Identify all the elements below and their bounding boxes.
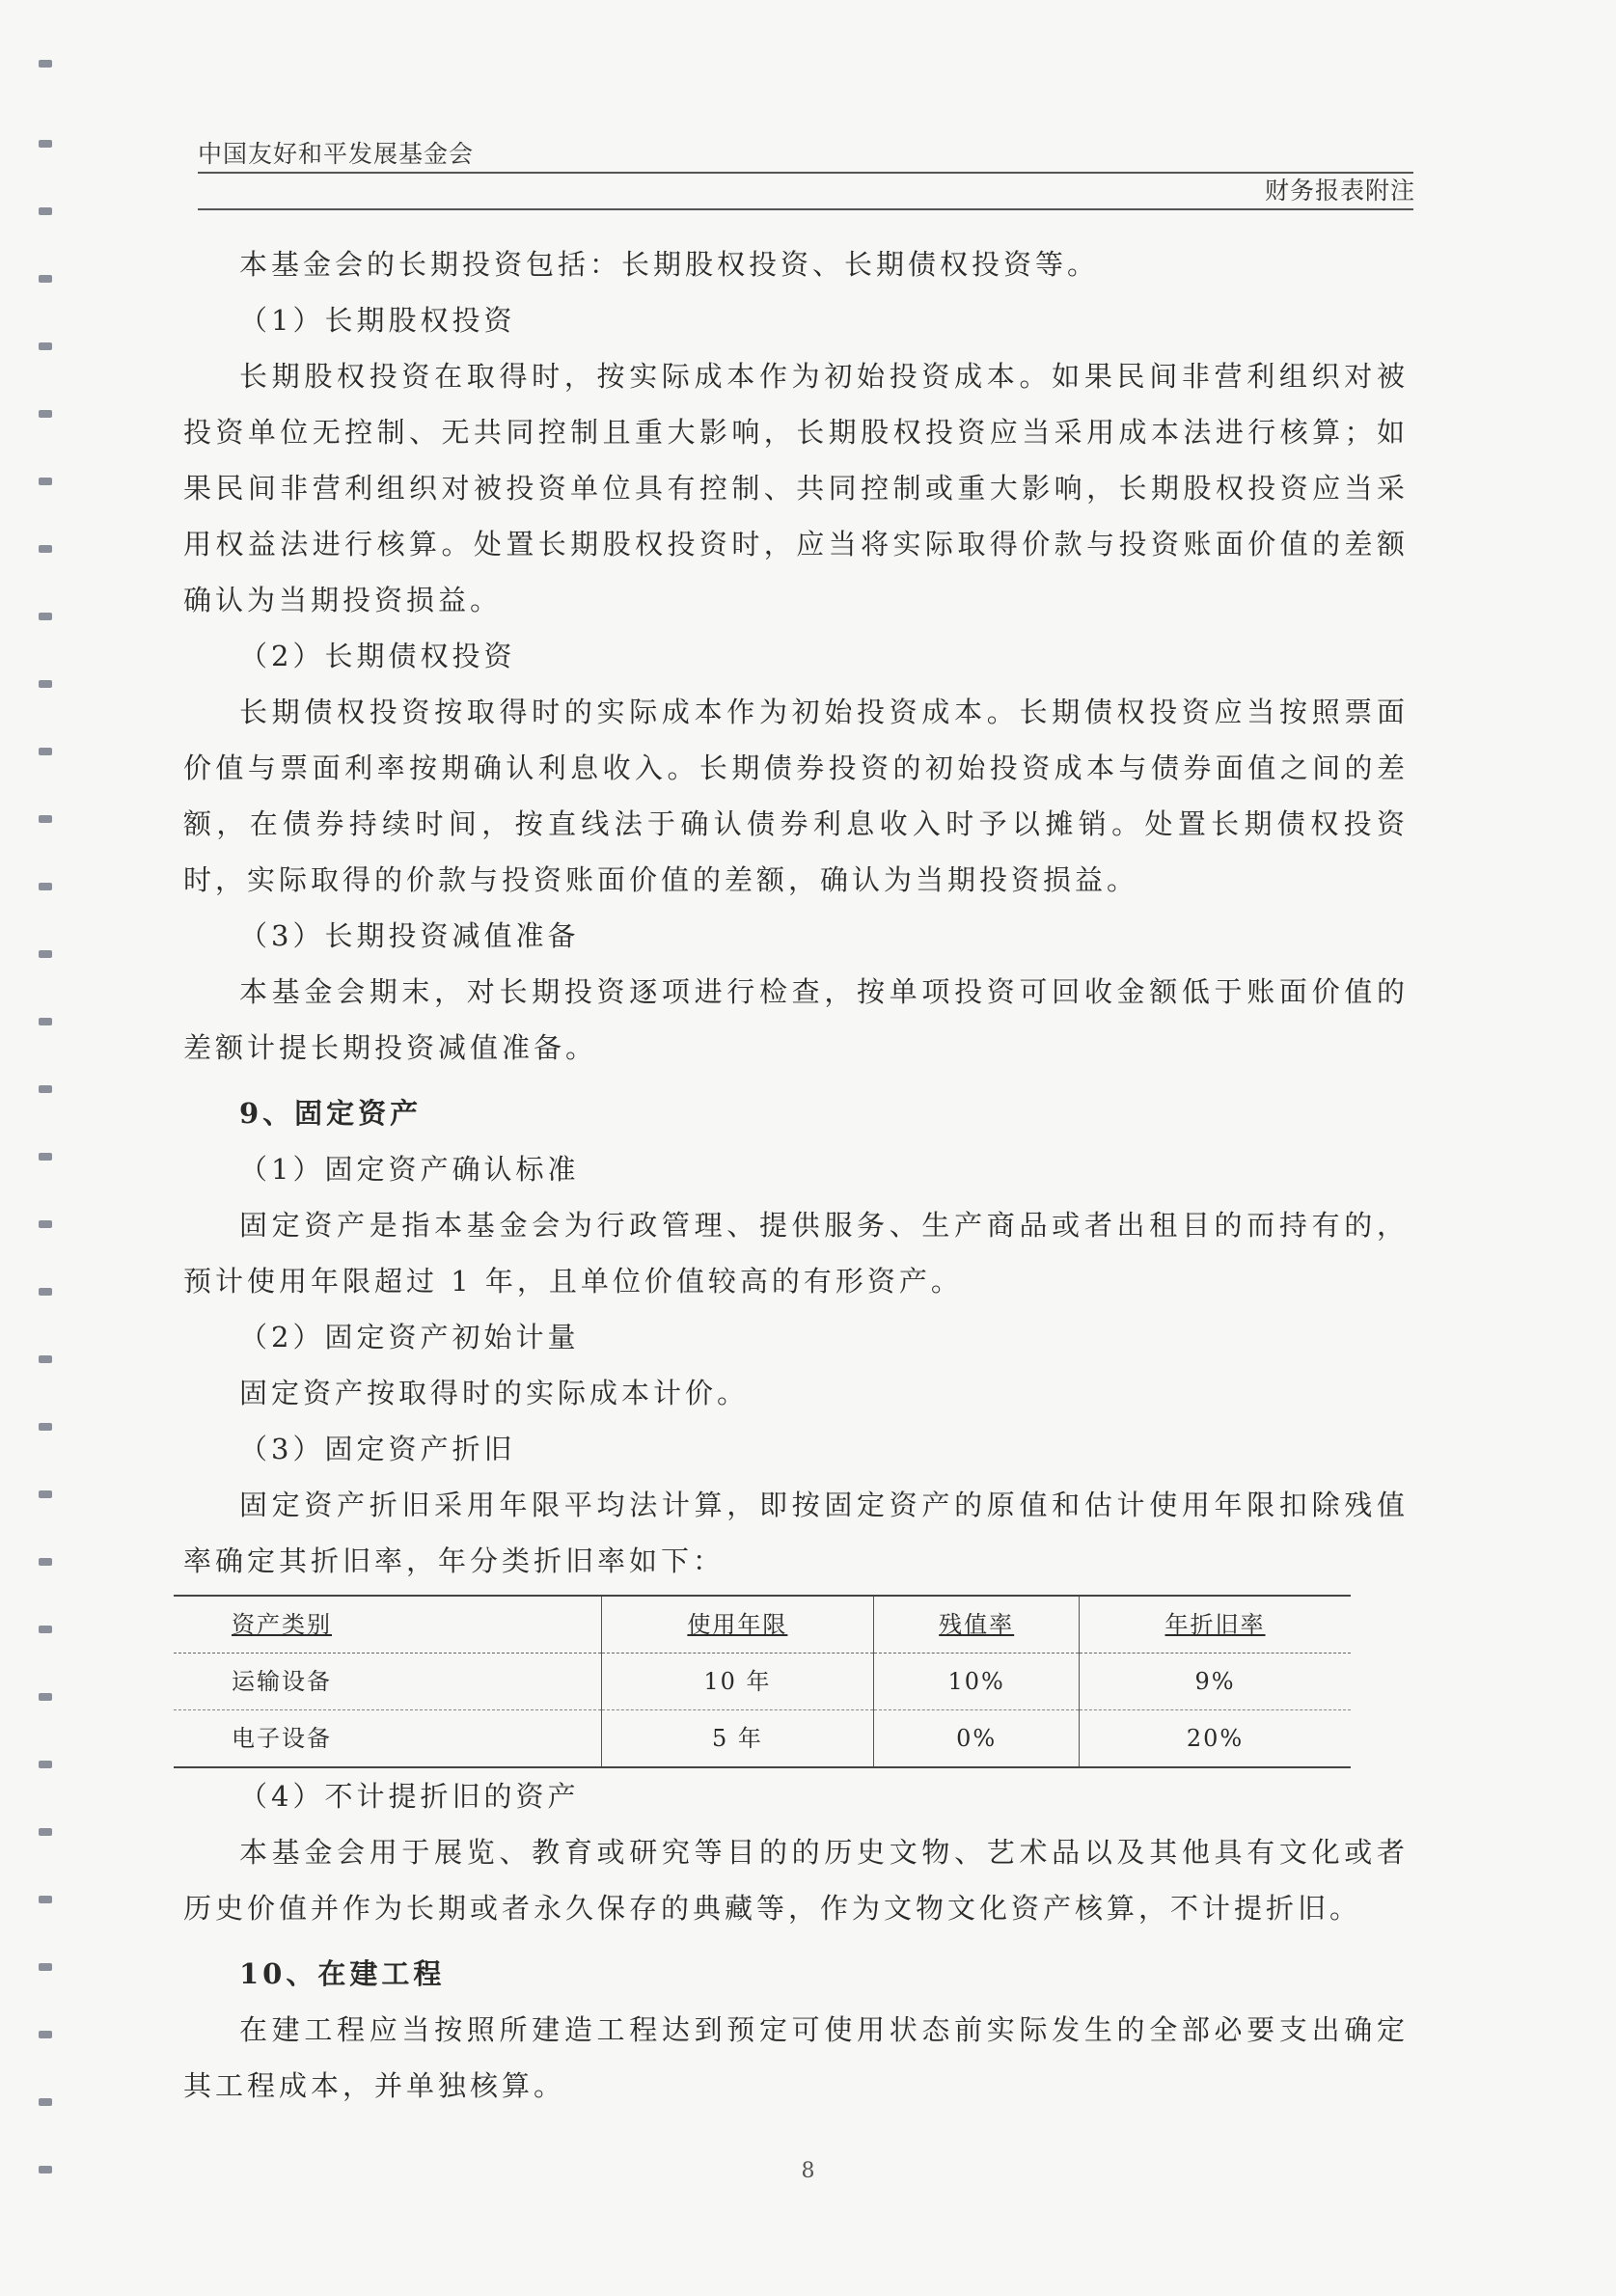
column-header: 残值率 [874, 1596, 1080, 1654]
subsection-heading: （1）固定资产确认标准 [239, 1153, 580, 1186]
document-type: 财务报表附注 [1264, 177, 1415, 205]
column-header: 资产类别 [232, 1611, 332, 1638]
paragraph: 固定资产是指本基金会为行政管理、提供服务、生产商品或者出租目的而持有的，预计使用年限超过 1 年，且单位价值较高的有形资产。 [183, 1209, 1409, 1298]
section-heading: 10、在建工程 [239, 1957, 446, 1990]
subsection-heading: （4）不计提折旧的资产 [239, 1780, 580, 1813]
column-header: 使用年限 [601, 1596, 874, 1654]
paragraph: 本基金会的长期投资包括：长期股权投资、长期债权投资等。 [239, 248, 1100, 281]
header-rule [198, 172, 1413, 174]
paragraph: 固定资产按取得时的实际成本计价。 [239, 1377, 750, 1409]
subsection-heading: （2）固定资产初始计量 [239, 1321, 580, 1353]
table-cell: 10% [874, 1654, 1080, 1710]
paragraph: 本基金会期末，对长期投资逐项进行检查，按单项投资可回收金额低于账面价值的差额计提长期投资减值准备。 [183, 975, 1409, 1064]
paragraph: 在建工程应当按照所建造工程达到预定可使用状态前实际发生的全部必要支出确定其工程成本，并单独核算。 [183, 2013, 1409, 2102]
organization-name: 中国友好和平发展基金会 [198, 140, 475, 168]
depreciation-table [174, 1595, 1351, 1768]
table-cell: 电子设备 [232, 1725, 332, 1752]
paragraph: 长期债权投资按取得时的实际成本作为初始投资成本。长期债权投资应当按照票面价值与票面利率按期确认利息收入。长期债券投资的初始投资成本与债券面值之间的差额，在债券持续时间，按直线法于确认债券利息收入时予以摊销。处置长期债权投资时，实际取得的价款与投资账面价值的差额，确认为当期投资损益。 [183, 696, 1409, 896]
column-header: 年折旧率 [1080, 1596, 1351, 1654]
document-body [183, 236, 1409, 2114]
subsection-heading: （2）长期债权投资 [239, 640, 516, 672]
table-cell: 20% [1080, 1710, 1351, 1768]
table-cell: 0% [874, 1710, 1080, 1768]
table-cell: 9% [1080, 1654, 1351, 1710]
table-header-row [174, 1596, 1351, 1654]
subsection-heading: （3）固定资产折旧 [239, 1433, 516, 1465]
table-row [174, 1654, 1351, 1710]
paragraph: 固定资产折旧采用年限平均法计算，即按固定资产的原值和估计使用年限扣除残值率确定其折旧率，年分类折旧率如下： [183, 1489, 1409, 1577]
section-heading: 9、固定资产 [239, 1097, 423, 1130]
subsection-heading: （3）长期投资减值准备 [239, 919, 580, 952]
header-rule-secondary [198, 208, 1413, 210]
paragraph: 本基金会用于展览、教育或研究等目的的历史文物、艺术品以及其他具有文化或者历史价值并作为长期或者永久保存的典藏等，作为文物文化资产核算，不计提折旧。 [183, 1836, 1409, 1925]
binding-holes [0, 0, 68, 2296]
page-number: 8 [801, 2159, 815, 2183]
table-cell: 运输设备 [232, 1668, 332, 1695]
paragraph: 长期股权投资在取得时，按实际成本作为初始投资成本。如果民间非营利组织对被投资单位无控制、无共同控制且重大影响，长期股权投资应当采用成本法进行核算；如果民间非营利组织对被投资单位具有控制、共同控制或重大影响，长期股权投资应当采用权益法进行核算。处置长期股权投资时，应当将实际取得价款与投资账面价值的差额确认为当期投资损益。 [183, 360, 1409, 616]
table-cell: 5 年 [601, 1710, 874, 1768]
table-cell: 10 年 [601, 1654, 874, 1710]
subsection-heading: （1）长期股权投资 [239, 304, 516, 337]
table-row [174, 1710, 1351, 1768]
